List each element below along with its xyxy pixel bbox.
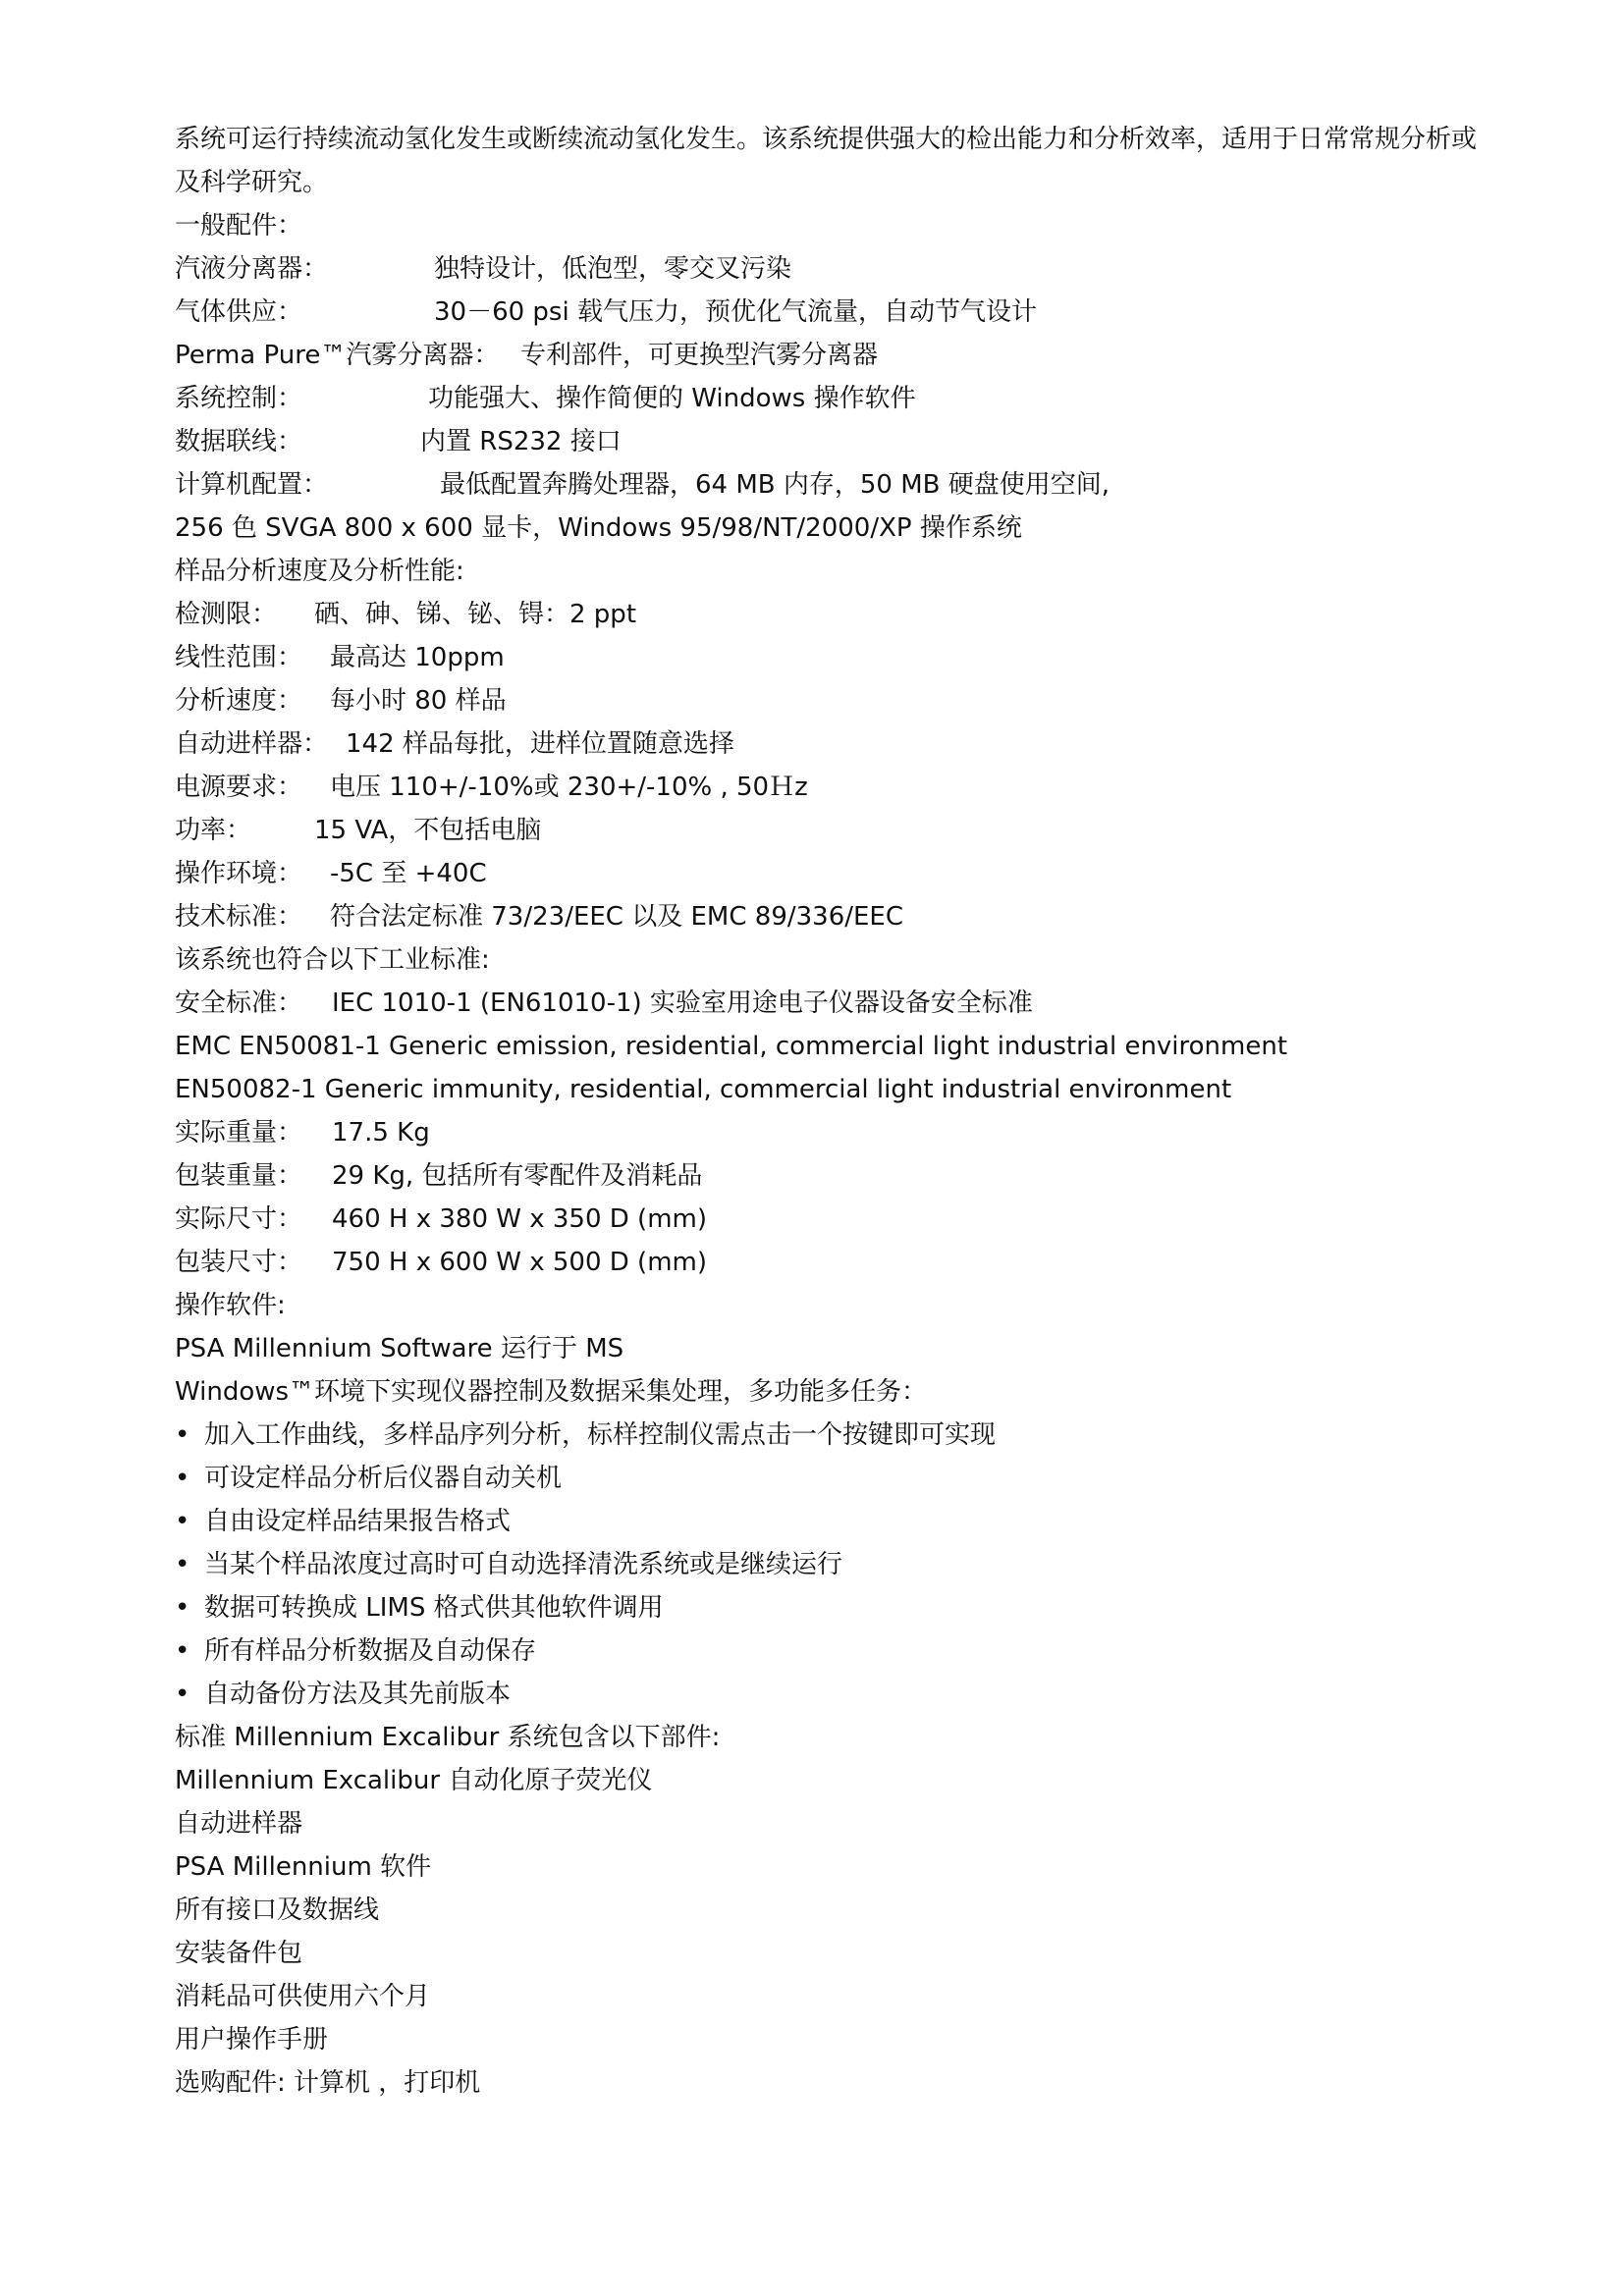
bullet-icon: •	[175, 1593, 190, 1623]
software-heading: 操作软件:	[175, 1291, 286, 1320]
perf-item	[175, 679, 1490, 722]
standard-item: 自动进样器	[175, 1809, 303, 1839]
item-value: 专利部件，可更换型汽雾分离器	[520, 341, 879, 370]
general-item	[175, 420, 1490, 463]
item-value: 30－60 psi 载气压力，预优化气流量，自动节气设计	[434, 297, 1037, 327]
item-value: 最低配置奔腾处理器，64 MB 内存，50 MB 硬盘使用空间,	[440, 470, 1110, 500]
perf-item	[175, 895, 1490, 938]
bullet-icon: •	[175, 1680, 190, 1709]
item-label: 实际重量：	[175, 1118, 303, 1148]
item-label: 检测限：	[175, 600, 278, 629]
standard-item: 消耗品可供使用六个月	[175, 1982, 431, 2011]
item-value: 电压 110+/-10%或 230+/-10% , 50Ｈz	[330, 773, 808, 802]
industry-heading: 该系统也符合以下工业标准:	[175, 945, 490, 975]
list-item-text: 当某个样品浓度过高时可自动选择清洗系统或是继续运行	[204, 1550, 843, 1579]
intro-paragraph: 系统可运行持续流动氢化发生或断续流动氢化发生。该系统提供强大的检出能力和分析效率，适用于日常常规分析或及科学研究。	[175, 125, 1478, 197]
item-value: 750 H x 600 W x 500 D (mm)	[332, 1248, 707, 1277]
item-label: 计算机配置：	[175, 470, 329, 500]
bullet-icon: •	[175, 1636, 190, 1666]
item-label: 气体供应：	[175, 297, 303, 327]
software-line: Windows™环境下实现仪器控制及数据采集处理，多功能多任务：	[175, 1377, 928, 1407]
standard-item: Millennium Excalibur 自动化原子荧光仪	[175, 1766, 653, 1795]
item-value: -5C 至 +40C	[330, 859, 487, 888]
optional-accessories: 选购配件: 计算机 ，打印机	[175, 2068, 481, 2098]
item-label: 技术标准：	[175, 902, 303, 932]
standard-item: PSA Millennium 软件	[175, 1852, 432, 1882]
performance-heading: 样品分析速度及分析性能:	[175, 557, 464, 586]
item-label: 线性范围：	[175, 643, 303, 672]
computer-continuation: 256 色 SVGA 800 x 600 显卡，Windows 95/98/NT/2000/XP 操作系统	[175, 513, 1022, 543]
item-value: 最高达 10ppm	[330, 643, 505, 672]
list-item-text: 数据可转换成 LIMS 格式供其他软件调用	[204, 1593, 664, 1623]
spec-item	[175, 1241, 1490, 1284]
emc-line: EN50082-1 Generic immunity, residential, commercial light industrial environment	[175, 1075, 1232, 1104]
standard-item: 安装备件包	[175, 1939, 303, 1968]
standard-heading: 标准 Millennium Excalibur 系统包含以下部件:	[175, 1723, 721, 1752]
item-value: 符合法定标准 73/23/EEC 以及 EMC 89/336/EEC	[330, 902, 904, 932]
item-value: 独特设计，低泡型，零交叉污染	[434, 254, 792, 284]
list-item	[175, 1500, 1490, 1543]
list-item	[175, 1457, 1490, 1500]
item-value: 460 H x 380 W x 350 D (mm)	[332, 1204, 707, 1234]
item-label: 功率：	[175, 816, 252, 845]
spec-item	[175, 1198, 1490, 1241]
list-item	[175, 1543, 1490, 1586]
item-value: IEC 1010-1 (EN61010-1) 实验室用途电子仪器设备安全标准	[332, 988, 1033, 1018]
item-label: 汽液分离器：	[175, 254, 329, 284]
perf-item	[175, 722, 1490, 766]
item-value: 每小时 80 样品	[330, 686, 507, 716]
item-value: 内置 RS232 接口	[420, 427, 622, 456]
general-item	[175, 377, 1490, 420]
perf-item	[175, 636, 1490, 679]
list-item	[175, 1586, 1490, 1629]
standard-item: 用户操作手册	[175, 2025, 329, 2055]
list-item	[175, 1629, 1490, 1673]
item-label: 包装重量：	[175, 1161, 303, 1191]
perf-item	[175, 809, 1490, 852]
item-value: 功能强大、操作简便的 Windows 操作软件	[428, 384, 916, 413]
document-page	[175, 118, 1490, 2105]
safety-standard	[175, 982, 1490, 1025]
item-label: 实际尺寸：	[175, 1204, 303, 1234]
item-value: 17.5 Kg	[332, 1118, 430, 1148]
item-label: 包装尺寸：	[175, 1248, 303, 1277]
perf-item	[175, 852, 1490, 895]
list-item	[175, 1673, 1490, 1716]
standard-item: 所有接口及数据线	[175, 1896, 380, 1925]
item-label: 系统控制：	[175, 384, 303, 413]
spec-item	[175, 1154, 1490, 1198]
item-value: 29 Kg, 包括所有零配件及消耗品	[332, 1161, 703, 1191]
general-item	[175, 247, 1490, 291]
bullet-icon: •	[175, 1550, 190, 1579]
list-item-text: 可设定样品分析后仪器自动关机	[204, 1464, 563, 1493]
item-value: 142 样品每批，进样位置随意选择	[346, 729, 734, 759]
general-item	[175, 334, 1490, 377]
general-heading: 一般配件：	[175, 211, 303, 240]
spec-item	[175, 1111, 1490, 1154]
list-item	[175, 1414, 1490, 1457]
item-label: 数据联线：	[175, 427, 303, 456]
list-item-text: 所有样品分析数据及自动保存	[204, 1636, 537, 1666]
item-label: 操作环境：	[175, 859, 303, 888]
bullet-icon: •	[175, 1507, 190, 1536]
perf-item	[175, 766, 1490, 809]
list-item-text: 加入工作曲线，多样品序列分析，标样控制仪需点击一个按键即可实现	[204, 1420, 997, 1450]
list-item-text: 自动备份方法及其先前版本	[204, 1680, 512, 1709]
list-item-text: 自由设定样品结果报告格式	[204, 1507, 512, 1536]
general-item	[175, 291, 1490, 334]
item-value: 15 VA，不包括电脑	[314, 816, 542, 845]
item-value: 硒、砷、锑、铋、锝：2 ppt	[314, 600, 637, 629]
perf-item	[175, 593, 1490, 636]
item-label: Perma Pure™汽雾分离器：	[175, 341, 500, 370]
item-label: 自动进样器：	[175, 729, 329, 759]
item-label: 电源要求：	[175, 773, 303, 802]
emc-line: EMC EN50081-1 Generic emission, residential, commercial light industrial environment	[175, 1032, 1288, 1061]
item-label: 分析速度：	[175, 686, 303, 716]
software-line: PSA Millennium Software 运行于 MS	[175, 1334, 624, 1363]
general-item	[175, 463, 1490, 507]
item-label: 安全标准：	[175, 988, 303, 1018]
bullet-icon: •	[175, 1464, 190, 1493]
bullet-icon: •	[175, 1420, 190, 1450]
feature-list	[175, 1414, 1490, 1716]
